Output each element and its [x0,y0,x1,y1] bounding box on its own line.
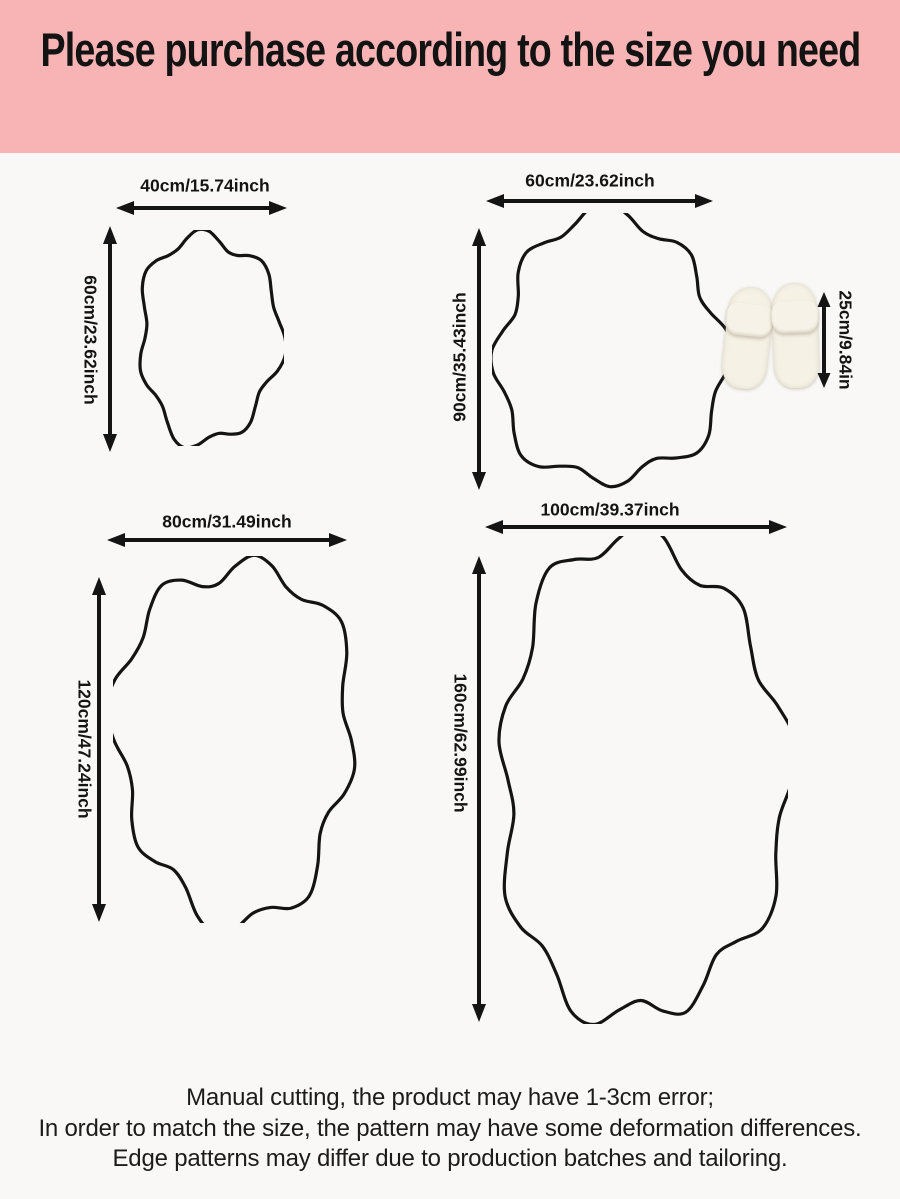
height-arrow-60x90 [469,228,489,490]
slipper-height-label: 25cm/9.84in [835,290,856,390]
rug-outline-60x90 [492,213,728,489]
height-arrow-100x160 [469,556,489,1022]
footer-line-2: In order to match the size, the pattern may have some deformation differences. [38,1114,862,1142]
height-arrow-40x60 [100,226,120,452]
width-arrow-60x90 [486,191,713,211]
width-label-80x120: 80cm/31.49inch [162,511,292,532]
rug-outline-40x60 [134,230,284,446]
slipper-height-arrow [814,292,834,388]
width-arrow-40x60 [116,198,287,218]
slipper-strap [724,302,774,338]
width-label-100x160: 100cm/39.37inch [540,499,680,520]
footer-line-3: Edge patterns may differ due to production batches and tailoring. [112,1145,788,1172]
height-label-60x90: 90cm/35.43inch [449,292,470,422]
slippers-icon [724,283,820,391]
height-label-100x160: 160cm/62.99inch [450,673,471,813]
banner-title: Please purchase according to the size you need [40,23,860,76]
size-diagram [0,153,900,1083]
width-label-40x60: 40cm/15.74inch [140,175,270,196]
slipper-strap [771,300,819,334]
slipper-left-icon [720,285,775,391]
footer-note [0,1083,900,1175]
header-banner [0,0,900,153]
width-label-60x90: 60cm/23.62inch [525,170,655,191]
slipper-right-icon [771,282,820,389]
width-arrow-80x120 [107,530,347,550]
rug-outline-80x120 [113,556,357,923]
height-label-80x120: 120cm/47.24inch [74,679,95,819]
footer-line-1: Manual cutting, the product may have 1-3cm error; [186,1084,714,1111]
width-arrow-100x160 [485,517,787,537]
height-label-40x60: 60cm/23.62inch [80,275,101,405]
rug-outline-100x160 [494,536,788,1024]
